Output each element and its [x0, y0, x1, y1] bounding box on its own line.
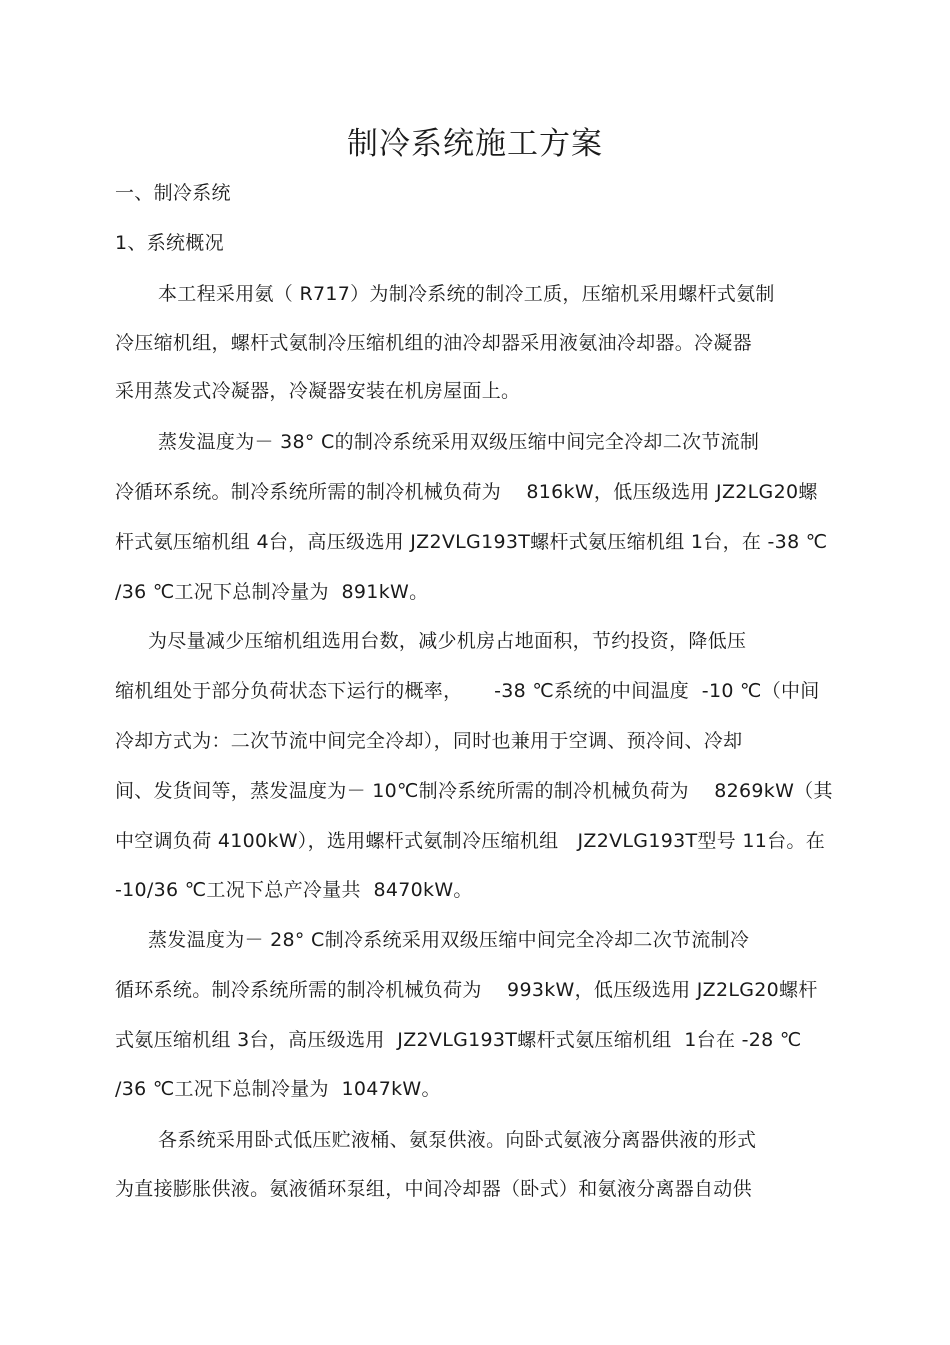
paragraph-line: 杆式氨压缩机组 4台，高压级选用 JZ2VLG193T螺杆式氨压缩机组 1台，在 -38 ℃	[115, 531, 828, 553]
paragraph-line: 本工程采用氨（ R717）为制冷系统的制冷工质，压缩机采用螺杆式氨制	[158, 283, 775, 305]
paragraph-line: 蒸发温度为－ 28° C制冷系统采用双级压缩中间完全冷却二次节流制冷	[148, 929, 750, 951]
paragraph-line: -10/36 ℃工况下总产冷量共 8470kW。	[115, 879, 473, 901]
paragraph-line: 为直接膨胀供液。氨液循环泵组，中间冷却器（卧式）和氨液分离器自动供	[115, 1178, 752, 1200]
paragraph-line: 缩机组处于部分负荷状态下运行的概率， -38 ℃系统的中间温度 -10 ℃（中间	[115, 680, 820, 702]
paragraph-line: 式氨压缩机组 3台，高压级选用 JZ2VLG193T螺杆式氨压缩机组 1台在 -28 ℃	[115, 1029, 802, 1051]
paragraph-line: 冷循环系统。制冷系统所需的制冷机械负荷为 816kW，低压级选用 JZ2LG20螺	[115, 481, 818, 503]
paragraph-line: 为尽量减少压缩机组选用台数，减少机房占地面积，节约投资，降低压	[148, 630, 747, 652]
paragraph-line: /36 ℃工况下总制冷量为 1047kW。	[115, 1078, 441, 1100]
paragraph-line: /36 ℃工况下总制冷量为 891kW。	[115, 581, 429, 603]
paragraph-line: 采用蒸发式冷凝器，冷凝器安装在机房屋面上。	[115, 380, 521, 402]
paragraph-line: 中空调负荷 4100kW），选用螺杆式氨制冷压缩机组 JZ2VLG193T型号 11台。在	[115, 830, 826, 852]
paragraph-line: 冷却方式为：二次节流中间完全冷却），同时也兼用于空调、预冷间、冷却	[115, 730, 743, 752]
paragraph-line: 各系统采用卧式低压贮液桶、氨泵供液。向卧式氨液分离器供液的形式	[158, 1129, 757, 1151]
paragraph-line: 冷压缩机组，螺杆式氨制冷压缩机组的油冷却器采用液氨油冷却器。冷凝器	[115, 332, 752, 354]
paragraph-line: 循环系统。制冷系统所需的制冷机械负荷为 993kW，低压级选用 JZ2LG20螺杆	[115, 979, 818, 1001]
paragraph-line: 间、发货间等，蒸发温度为－ 10℃制冷系统所需的制冷机械负荷为 8269kW（其	[115, 780, 833, 802]
paragraph-line: 蒸发温度为－ 38° C的制冷系统采用双级压缩中间完全冷却二次节流制	[158, 431, 760, 453]
page-title: 制冷系统施工方案	[347, 126, 603, 162]
section-heading: 一、制冷系统	[115, 182, 231, 204]
subsection-heading: 1、系统概况	[115, 232, 224, 254]
